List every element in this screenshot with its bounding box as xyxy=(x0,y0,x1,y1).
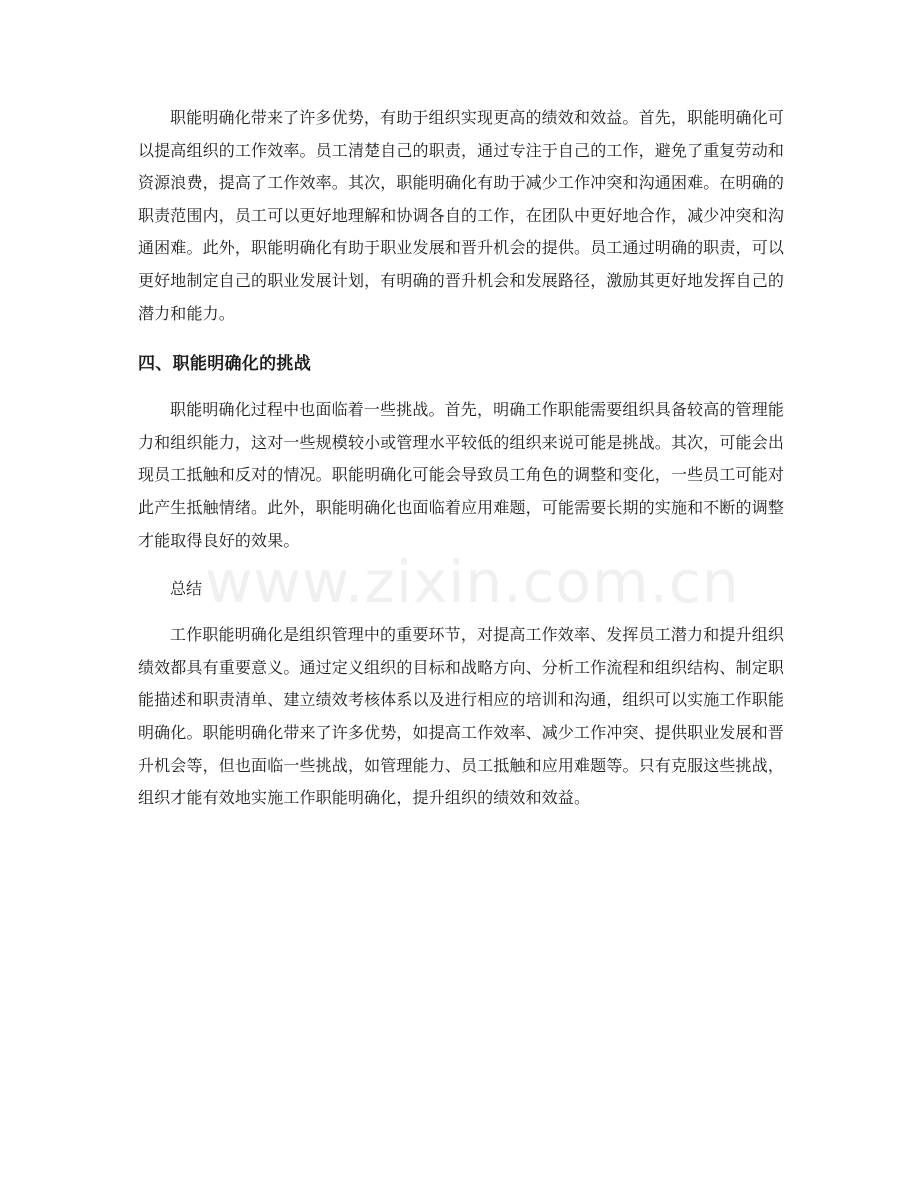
watermark-text: www.zixin.com.cn xyxy=(205,548,740,616)
paragraph-summary: 工作职能明确化是组织管理中的重要环节，对提高工作效率、发挥员工潜力和提升组织绩效都具有重要意义。通过定义组织的目标和战略方向、分析工作流程和组织结构、制定职能描述和职责清单、建立绩效考核体系以及进行相应的培训和沟通，组织可以实施工作职能明确化。职能明确化带来了许多优势，如提高工作效率、减少工作冲突、提供职业发展和晋升机会等，但也面临一些挑战，如管理能力、员工抵触和应用难题等。只有克服这些挑战，组织才能有效地实施工作职能明确化，提升组织的绩效和效益。 xyxy=(138,625,785,808)
summary-label: 总结 xyxy=(170,579,203,599)
paragraph-advantages: 职能明确化带来了许多优势，有助于组织实现更高的绩效和效益。首先，职能明确化可以提高组织的工作效率。员工清楚自己的职责，通过专注于自己的工作，避免了重复劳动和资源浪费，提高了工作效率。其次，职能明确化有助于减少工作冲突和沟通困难。在明确的职责范围内，员工可以更好地理解和协调各自的工作，在团队中更好地合作，减少冲突和沟通困难。此外，职能明确化有助于职业发展和晋升机会的提供。员工通过明确的职责，可以更好地制定自己的职业发展计划，有明确的晋升机会和发展路径，激励其更好地发挥自己的潜力和能力。 xyxy=(138,108,785,323)
paragraph-challenges: 职能明确化过程中也面临着一些挑战。首先，明确工作职能需要组织具备较高的管理能力和组织能力，这对一些规模较小或管理水平较低的组织来说可能是挑战。其次，可能会出现员工抵触和反对的情况。职能明确化可能会导致员工角色的调整和变化，一些员工可能对此产生抵触情绪。此外，职能明确化也面临着应用难题，可能需要长期的实施和不断的调整才能取得良好的效果。 xyxy=(138,400,785,550)
section-heading: 四、职能明确化的挑战 xyxy=(138,354,311,375)
document-body xyxy=(138,102,784,815)
